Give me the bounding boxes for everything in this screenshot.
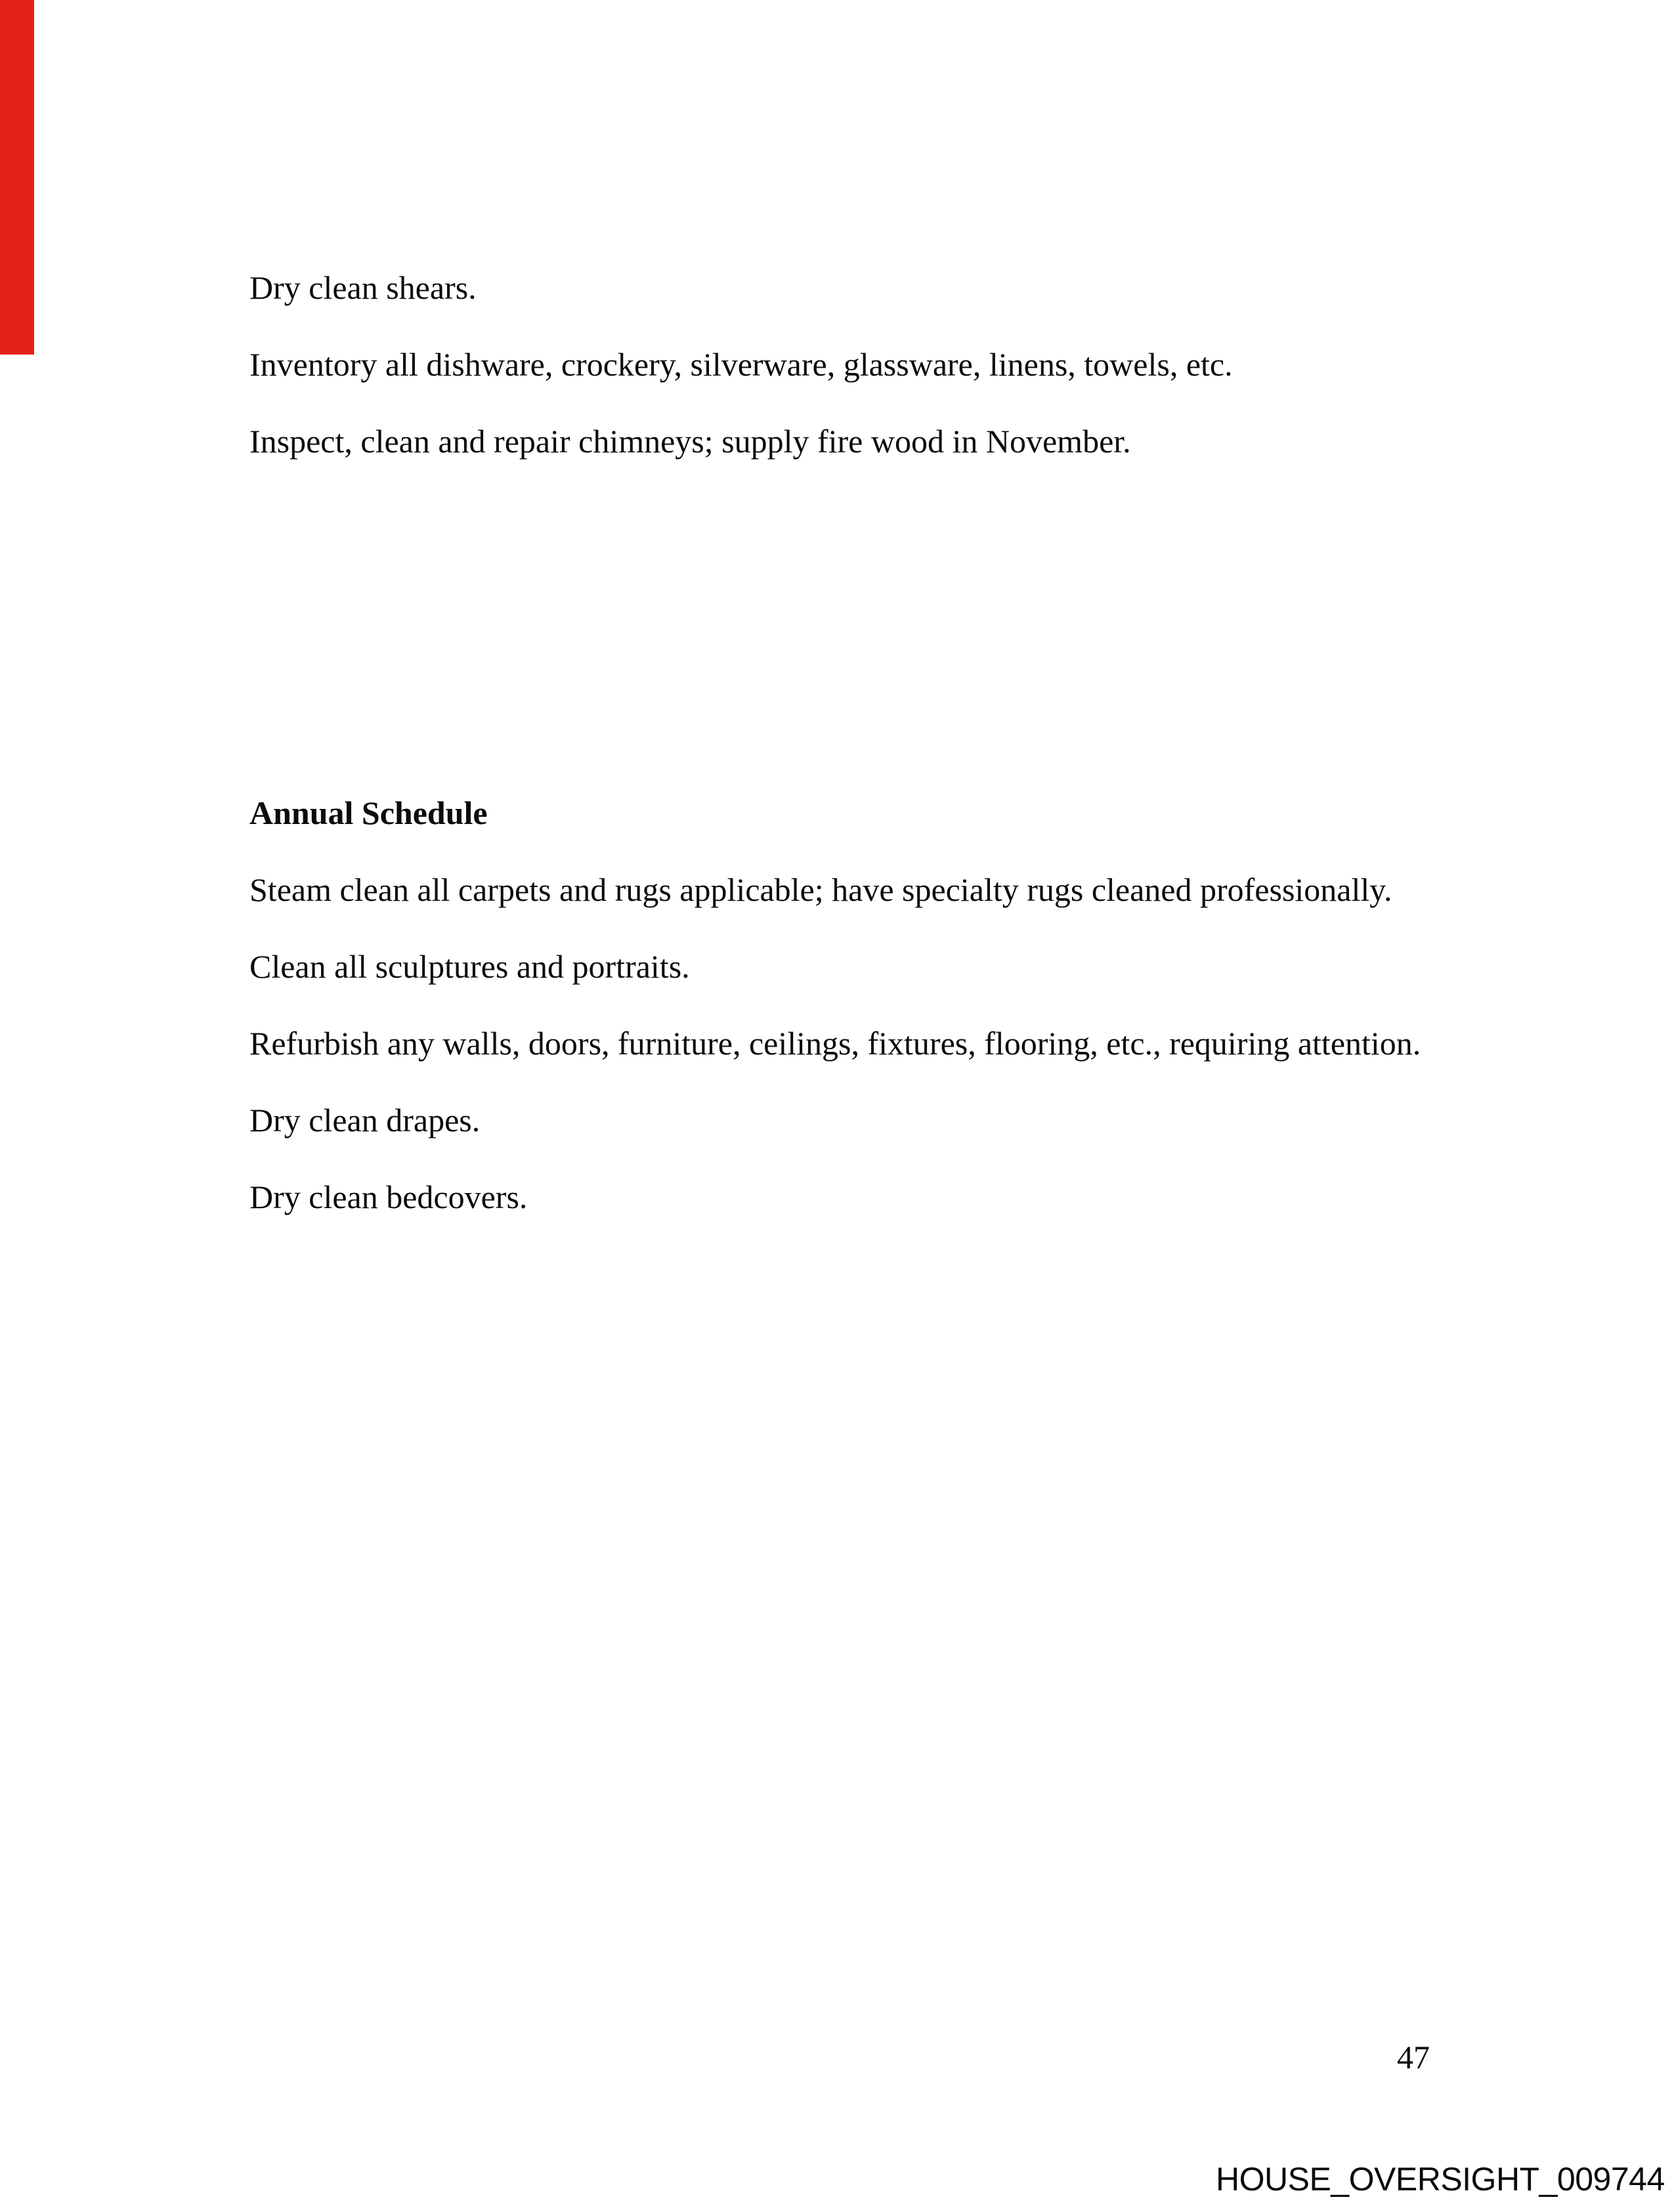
body-line: Inventory all dishware, crockery, silverware, glassware, linens, towels, etc. <box>249 346 1233 383</box>
red-scan-mark <box>0 0 34 355</box>
bates-stamp: HOUSE_OVERSIGHT_009744 <box>1216 2161 1665 2198</box>
body-line: Inspect, clean and repair chimneys; supply fire wood in November. <box>249 423 1131 460</box>
body-line: Refurbish any walls, doors, furniture, ceilings, fixtures, flooring, etc., requiring attention. <box>249 1025 1421 1062</box>
section-heading: Annual Schedule <box>249 794 488 831</box>
body-line: Steam clean all carpets and rugs applicable; have specialty rugs cleaned professionally. <box>249 871 1392 908</box>
body-line: Dry clean bedcovers. <box>249 1179 528 1215</box>
body-line: Clean all sculptures and portraits. <box>249 948 690 985</box>
body-line: Dry clean drapes. <box>249 1102 481 1139</box>
page-number: 47 <box>1397 2039 1430 2075</box>
body-line: Dry clean shears. <box>249 269 477 306</box>
